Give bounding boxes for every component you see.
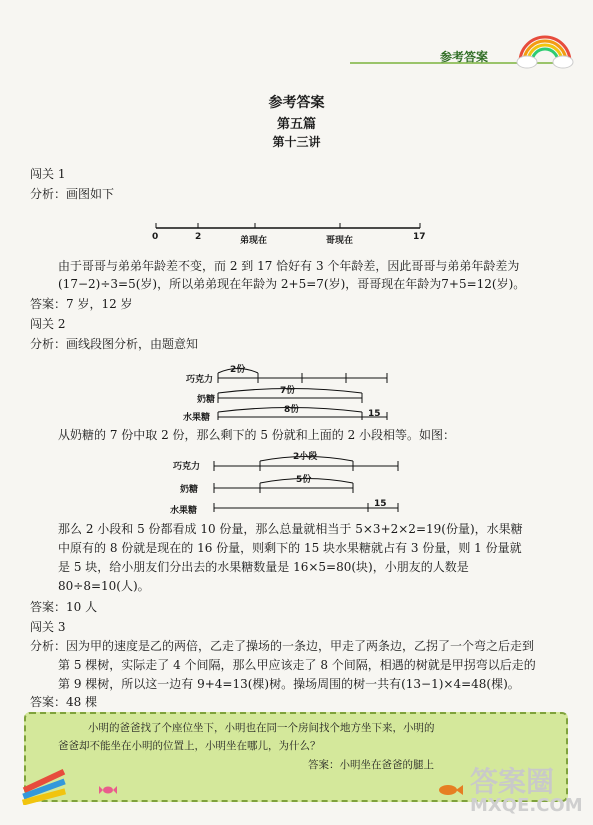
q3-line: 分析：因为甲的速度是乙的两倍，乙走了操场的一条边，甲走了两条边，乙拐了一个弯之后走到: [30, 639, 535, 653]
age-number-line: [150, 220, 430, 254]
q3-answer: 答案：48 棵: [30, 695, 98, 709]
segment-mark: 5份: [296, 475, 312, 485]
row-label: 巧克力: [173, 462, 201, 472]
segment-mark: 8份: [284, 405, 300, 415]
row-label: 巧克力: [186, 375, 214, 385]
segment-mark: 15: [368, 409, 381, 419]
riddle-line: 爸爸却不能坐在小明的位置上，小明坐在哪儿，为什么？: [58, 740, 321, 752]
q1-line: (17−2)÷3=5(岁)，所以弟弟现在年龄为 2+5=7(岁)，哥哥现在年龄为7+5=12(岁)。: [58, 277, 526, 291]
rainbow-cloud-icon: [515, 30, 575, 70]
q3-line: 第 5 棵树，实际走了 4 个间隔，那么甲应该走了 8 个间隔，相遇的树就是甲拐弯以后走的: [58, 658, 536, 672]
row-label: 奶糖: [180, 485, 199, 495]
header-label: 参考答案: [440, 50, 489, 64]
riddle-answer: 答案：小明坐在爸爸的腿上: [308, 759, 434, 771]
q1-line: 由于哥哥与弟弟年龄差不变，而 2 到 17 恰好有 3 个年龄差，因此哥哥与弟弟年龄差为: [58, 259, 520, 273]
part-title: 第五篇: [276, 117, 316, 132]
riddle-line: 小明的爸爸找了个座位坐下，小明也在同一个房间找个地方坐下来，小明的: [88, 722, 435, 734]
q2-para: 是 5 块，给小朋友们分出去的水果糖数量是 16×5=80(块)，小朋友的人数是: [58, 560, 469, 574]
q2-para: 中原有的 8 份就是现在的 16 份量，则剩下的 15 块水果糖就占有 3 份量，则 1 份量就: [58, 541, 522, 555]
tick-label: 弟现在: [240, 236, 268, 246]
watermark-logo: 答案圈: [470, 765, 555, 798]
lecture-title: 第十三讲: [272, 135, 321, 149]
q3-heading: 闯关 3: [30, 620, 66, 634]
segment-mark: 2份: [230, 365, 246, 375]
q2-para: 那么 2 小段和 5 份都看成 10 份量，那么总量就相当于 5×3+2×2=19(份量)，水果糖: [58, 522, 523, 536]
q2-heading: 闯关 2: [30, 317, 66, 331]
candy-icon: [98, 784, 118, 796]
row-label: 水果糖: [183, 413, 211, 423]
q1-analysis: 分析：画图如下: [30, 187, 115, 201]
q1-answer: 答案：7 岁，12 岁: [30, 297, 133, 311]
tick-label: 哥现在: [326, 236, 354, 246]
q2-mid: 从奶糖的 7 份中取 2 份，那么剩下的 5 份就和上面的 2 小段相等。如图：: [58, 428, 456, 442]
q3-line: 第 9 棵树，所以这一边有 9+4=13(棵)树。操场周围的树一共有(13−1)×4=48(棵)。: [58, 677, 520, 691]
page-title: 参考答案: [268, 95, 325, 111]
q2-analysis: 分析：画线段图分析，由题意知: [30, 337, 199, 351]
tick-label: 0: [152, 232, 159, 242]
q2-para: 80÷8=10(人)。: [58, 579, 150, 593]
tick-label: 17: [413, 232, 426, 242]
watermark-url: MXQE.COM: [470, 795, 583, 816]
q2-answer: 答案：10 人: [30, 600, 98, 614]
segment-mark: 2小段: [293, 452, 318, 462]
row-label: 奶糖: [197, 395, 216, 405]
q1-heading: 闯关 1: [30, 167, 66, 181]
segment-mark: 15: [374, 499, 387, 509]
row-label: 水果糖: [170, 506, 198, 516]
fish-icon: [436, 782, 464, 798]
crayons-icon: [14, 750, 74, 805]
segment-mark: 7份: [280, 386, 296, 396]
tick-label: 2: [195, 232, 202, 242]
